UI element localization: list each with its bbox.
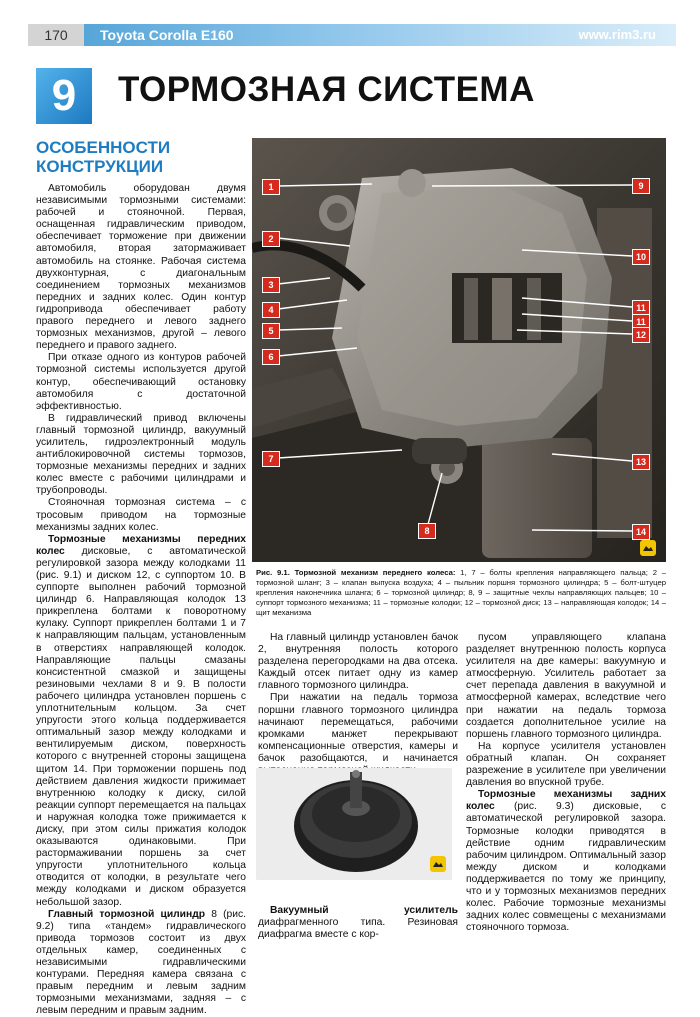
paragraph: В гидравлический привод включены главный тормозной цилиндр, вакуумный усилитель, гидроэлектронный модуль антиблокировочной системы тормозов, тормозные механизмы передних и задних колес вместе с рабочими цилиндрами и трубопроводы.	[36, 412, 246, 497]
vacuum-booster-photo	[256, 768, 452, 880]
callout-label: 9	[632, 178, 650, 194]
paragraph	[258, 905, 458, 941]
chapter-title: ТОРМОЗНАЯ СИСТЕМА	[118, 70, 535, 109]
callout-label: 2	[262, 231, 280, 247]
chapter-number: 9	[36, 68, 92, 124]
paragraph: На корпусе усилителя установлен обратный клапан. Он сохраняет разрежение в усилителе при увеличении давления во впускной трубе.	[466, 740, 666, 789]
paragraph-text: диафрагменного типа. Резиновая диафрагма вместе с кор-	[258, 917, 458, 941]
bold-term: Вакуумный усилитель	[270, 905, 458, 917]
callout-label: 14	[632, 524, 650, 540]
paragraph: Стояночная тормозная система – с тросовым приводом на тормозные механизмы задних колес.	[36, 497, 246, 533]
page-header	[28, 24, 676, 46]
callout-label: 10	[632, 249, 650, 265]
camera-icon	[430, 856, 446, 872]
brake-photo-illustration	[252, 138, 666, 562]
paragraph	[36, 534, 246, 909]
book-title: Toyota Corolla E160	[100, 27, 234, 43]
paragraph-text: 8 (рис. 9.2) типа «тандем» гидравлического привода тормозов состоит из двух отдельных камер, соединенных с независимыми гидравлическими контурами. Передняя камера связана с правым передним и левым задним тормозными механизмами, задняя – с левым передним и правым задним.	[36, 908, 246, 1017]
paragraph: На главный цилиндр установлен бачок 2, внутренняя полость которого разделена перегородками на два отсека. Каждый отсек питает одну из камер главного тормозного цилиндра.	[258, 632, 458, 692]
bold-term: Тормозные механизмы передних колес	[36, 533, 246, 557]
text-column-1	[36, 183, 246, 1017]
callout-label: 7	[262, 451, 280, 467]
caption-label: Рис. 9.1. Тормозной механизм переднего колеса:	[256, 568, 456, 577]
figure-caption	[256, 568, 666, 618]
callout-label: 13	[632, 454, 650, 470]
paragraph: При отказе одного из контуров рабочей тормозной системы используется другой контур, обеспечивающий остановку автомобиля с достаточной эффективностью.	[36, 352, 246, 412]
section-title: ОСОБЕННОСТИ КОНСТРУКЦИИ	[36, 138, 171, 176]
text-column-3	[466, 632, 666, 934]
callout-label: 1	[262, 179, 280, 195]
callout-label: 6	[262, 349, 280, 365]
callout-label: 11	[632, 314, 650, 330]
callout-label: 8	[418, 523, 436, 539]
callout-label: 4	[262, 302, 280, 318]
paragraph	[36, 909, 246, 1017]
paragraph: Автомобиль оборудован двумя независимыми тормозными системами: рабочей и стояночной. Первая, оснащенная гидравлическим приводом, обеспечивает торможение при движении автомобиля, вторая затормаживает автомобиль на стоянке. Рабочая система двухконтурная, с диагональным соединением тормозных механизмов передних и задних колес. Один контур гидропривода обеспечивает работу правого переднего и левого заднего тормозных механизмов, другой – левого переднего и правого заднего.	[36, 183, 246, 352]
paragraph	[466, 789, 666, 934]
page-number: 170	[28, 24, 84, 46]
paragraph: пусом управляющего клапана разделяет внутреннюю полость корпуса усилителя на две камеры: вакуумную и атмосферную. Усилитель работает за счет перепада давления в вакуумной и атмосферной камерах, вследствие чего при нажатии на педаль тормоза создается дополнительное усилие на поршень главного тормозного цилиндра.	[466, 632, 666, 740]
bold-term: Главный тормозной цилиндр	[48, 908, 206, 920]
callout-label: 3	[262, 277, 280, 293]
brake-mechanism-photo	[252, 138, 666, 562]
bold-term: Тормозные механизмы задних колес	[466, 789, 666, 813]
callout-label: 11	[632, 300, 650, 316]
paragraph-text: дисковые, с автоматической регулировкой зазора между колодками 11 (рис. 9.1) и диском 12, с суппортом 10. В суппорте выполнен рабочий тормозной цилиндр 6. Направляющая колодок 13 прикреплена болтами к поворотному кулаку. Суппорт прикреплен болтами 1 и 7 к направляющим пальцам, установленным в отверстиях направляющей колодок. Направляющие пальцы смазаны консистентной смазкой и защищены резиновыми чехлами 8 и 9. В полости рабочего цилиндра установлен поршень с уплотнительным кольцом. За счет упругости этого кольца поддерживается оптимальный зазор между колодками и вентилируемым диском, поверхность которого с внутренней стороны защищена щитом 14. При торможении поршень под действием давления жидкости прижимает внутреннюю колодку к диску, силой реакции суппорт перемещается на пальцах и наружная колодка тоже прижимается к диску, при этом силы прижатия колодок оказываются одинаковыми. При растормаживании поршень за счет упругости уплотнительного кольца отводится от колодки, в результате чего между колодками и диском образуется небольшой зазор.	[36, 545, 246, 908]
paragraph-text: (рис. 9.3) дисковые, с автоматической регулировкой зазора. Тормозные колодки приводятся в действие одним гидравлическим рабочим цилиндром. Оптимальный зазор между диском и колодками поддерживается по тому же принципу, что и у тормозных механизмов передних колес. Рабочие тормозные механизмы задних колес совмещены с механизмами стояночного тормоза.	[466, 801, 666, 934]
caption-text: 1, 7 – болты крепления направляющего пальца; 2 – тормозной шланг; 3 – клапан выпуска воздуха; 4 – пыльник поршня тормозного цилиндра; 5 – болт-штуцер крепления наконечника шланга; 6 – тормозной цилиндр; 8, 9 – защитные чехлы направляющих пальцев; 10 – суппорт тормозного механизма; 11 – тормозные колодки; 12 – тормозной диск; 13 – направляющая колодок; 14 – щит механизма	[256, 568, 666, 617]
callout-label: 12	[632, 327, 650, 343]
site-url: www.rim3.ru	[578, 27, 656, 42]
paragraph: При нажатии на педаль тормоза поршни главного тормозного цилиндра начинают перемещаться, рабочими кромками манжет перекрывают компенсационные отверстия, камеры и бачок разобщаются, и начинается	[258, 692, 458, 764]
camera-icon	[640, 540, 656, 556]
callout-label: 5	[262, 323, 280, 339]
vacuum-booster-illustration	[256, 768, 452, 880]
